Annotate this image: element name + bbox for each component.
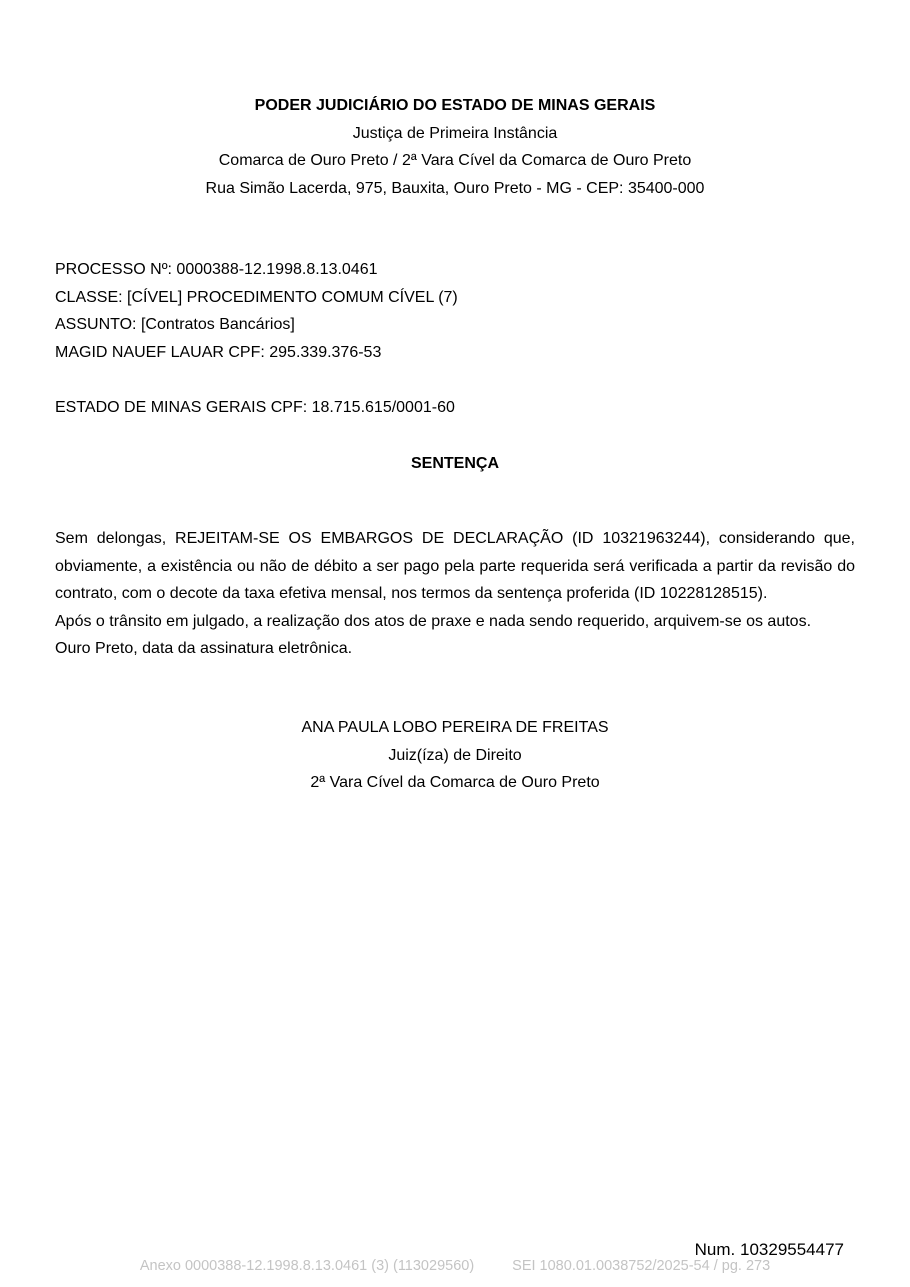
document-header xyxy=(0,92,910,202)
court-name: PODER JUDICIÁRIO DO ESTADO DE MINAS GERAIS xyxy=(254,97,656,114)
process-number: PROCESSO Nº: 0000388-12.1998.8.13.0461 xyxy=(55,261,378,278)
sei-reference: SEI 1080.01.0038752/2025-54 / pg. 273 xyxy=(512,1258,771,1274)
document-title: SENTENÇA xyxy=(410,455,499,472)
court-address: Rua Simão Lacerda, 975, Bauxita, Ouro Preto - MG - CEP: 35400-000 xyxy=(205,179,705,197)
document-number: Num. 10329554477 xyxy=(694,1240,844,1259)
spacer xyxy=(55,366,855,394)
case-info xyxy=(55,256,855,421)
party-defendant: ESTADO DE MINAS GERAIS CPF: 18.715.615/0001-60 xyxy=(55,398,455,416)
case-class: CLASSE: [CÍVEL] PROCEDIMENTO COMUM CÍVEL (7) xyxy=(55,288,458,306)
party-plaintiff: MAGID NAUEF LAUAR CPF: 295.339.376-53 xyxy=(55,343,382,361)
judge-name: ANA PAULA LOBO PEREIRA DE FREITAS xyxy=(301,719,609,736)
body-paragraph-3: Ouro Preto, data da assinatura eletrônica. xyxy=(55,640,353,657)
body-paragraph-1: Sem delongas, REJEITAM-SE OS EMBARGOS DE DECLARAÇÃO (ID 10321963244), considerando que, obviamente, a existência ou não de débito a ser pago pela parte requerida será verificada a partir da revisão do contrato, com o decote da taxa efetiva mensal, nos termos da sentença proferida (ID 10228128515). xyxy=(55,530,855,602)
court-district: Comarca de Ouro Preto / 2ª Vara Cível da Comarca de Ouro Preto xyxy=(218,152,692,169)
court-instance: Justiça de Primeira Instância xyxy=(352,124,558,142)
signature-block xyxy=(0,714,910,797)
footer-annotation xyxy=(0,1256,910,1276)
body-paragraph-2: Após o trânsito em julgado, a realização dos atos de praxe e nada sendo requerido, arquivem-se os autos. xyxy=(55,612,812,630)
judge-court: 2ª Vara Cível da Comarca de Ouro Preto xyxy=(310,774,600,791)
document-body xyxy=(55,525,855,663)
judge-role: Juiz(íza) de Direito xyxy=(388,746,522,764)
case-subject: ASSUNTO: [Contratos Bancários] xyxy=(55,316,295,333)
annex-reference: Anexo 0000388-12.1998.8.13.0461 (3) (113029560) xyxy=(139,1258,475,1274)
